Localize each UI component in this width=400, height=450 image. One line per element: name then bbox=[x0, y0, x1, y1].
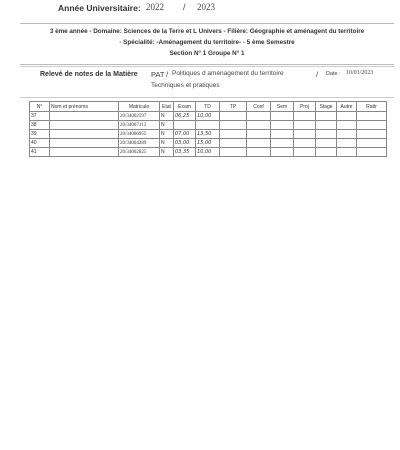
etat-cell: N bbox=[160, 139, 174, 148]
column-header: N° bbox=[30, 102, 50, 112]
student-name-cell bbox=[50, 112, 119, 121]
table-row bbox=[30, 112, 387, 121]
column-header: Stage bbox=[316, 102, 337, 112]
column-header: Etat bbox=[160, 102, 174, 112]
academic-year-separator: / bbox=[183, 2, 186, 12]
stage-cell bbox=[316, 139, 337, 148]
proj-cell bbox=[294, 121, 316, 130]
table-row bbox=[30, 121, 387, 130]
column-header: Proj bbox=[294, 102, 316, 112]
rattr-cell bbox=[357, 112, 387, 121]
row-number: 40 bbox=[30, 139, 50, 148]
etat-cell: N bbox=[160, 130, 174, 139]
subject-separator-2: / bbox=[316, 70, 319, 79]
matricule-cell: 20/34004289 bbox=[119, 139, 160, 148]
tp-cell bbox=[220, 139, 247, 148]
stage-cell bbox=[316, 112, 337, 121]
column-header: Exam bbox=[174, 102, 196, 112]
conf-cell bbox=[247, 130, 271, 139]
td-grade-cell: 10,00 bbox=[196, 112, 220, 121]
stage-cell bbox=[316, 148, 337, 157]
grades-table bbox=[29, 101, 387, 157]
stage-cell bbox=[316, 130, 337, 139]
student-name-cell bbox=[50, 121, 119, 130]
matricule-cell: 20/34002825 bbox=[119, 148, 160, 157]
row-number: 39 bbox=[30, 130, 50, 139]
proj-cell bbox=[294, 139, 316, 148]
tp-cell bbox=[220, 130, 247, 139]
table-row bbox=[30, 148, 387, 157]
table-row bbox=[30, 130, 387, 139]
conf-cell bbox=[247, 139, 271, 148]
autre-cell bbox=[337, 121, 357, 130]
academic-year-start: 2022 bbox=[146, 2, 164, 12]
td-grade-cell: 15,00 bbox=[196, 139, 220, 148]
subject-label: Relevé de notes de la Matière bbox=[40, 71, 138, 78]
proj-cell bbox=[294, 112, 316, 121]
column-header: Rattr bbox=[357, 102, 387, 112]
conf-cell bbox=[247, 112, 271, 121]
column-header: Matricule bbox=[119, 102, 160, 112]
etat-cell: N bbox=[160, 148, 174, 157]
subject-separator: / bbox=[166, 70, 169, 79]
tp-cell bbox=[220, 148, 247, 157]
exam-grade-cell: 03,00 bbox=[174, 139, 196, 148]
program-header bbox=[20, 23, 394, 65]
column-header: Autre bbox=[337, 102, 357, 112]
row-number: 41 bbox=[30, 148, 50, 157]
subject-name-continued: Techniques et pratiques bbox=[151, 82, 220, 89]
rattr-cell bbox=[357, 121, 387, 130]
exam-grade-cell: 03,35 bbox=[174, 148, 196, 157]
exam-grade-cell: 06,25 bbox=[174, 112, 196, 121]
column-header: TP bbox=[220, 102, 247, 112]
rattr-cell bbox=[357, 148, 387, 157]
td-grade-cell: 10,00 bbox=[196, 148, 220, 157]
conf-cell bbox=[247, 148, 271, 157]
sem-cell bbox=[271, 139, 294, 148]
date-label: Date : bbox=[326, 71, 341, 77]
table-row bbox=[30, 139, 387, 148]
academic-year-end: 2023 bbox=[197, 2, 215, 12]
proj-cell bbox=[294, 130, 316, 139]
sem-cell bbox=[271, 148, 294, 157]
column-header: Nom et prénoms bbox=[50, 102, 119, 112]
sem-cell bbox=[271, 130, 294, 139]
autre-cell bbox=[337, 130, 357, 139]
table-header-row bbox=[30, 102, 387, 112]
column-header: Conf bbox=[247, 102, 271, 112]
student-name-cell bbox=[50, 130, 119, 139]
exam-grade-cell: 07,00 bbox=[174, 130, 196, 139]
etat-cell: N bbox=[160, 112, 174, 121]
column-header: Sem bbox=[271, 102, 294, 112]
td-grade-cell bbox=[196, 121, 220, 130]
subject-header bbox=[20, 66, 394, 98]
date-value: 10/01/2023 bbox=[346, 70, 374, 76]
tp-cell bbox=[220, 112, 247, 121]
conf-cell bbox=[247, 121, 271, 130]
student-name-cell bbox=[50, 139, 119, 148]
student-name-cell bbox=[50, 148, 119, 157]
program-specialty-line: - Spécialité: -Aménagement du territoire- - 5 ème Semestre bbox=[119, 39, 295, 46]
rattr-cell bbox=[357, 130, 387, 139]
subject-name: Politiques d aménagement du territoire bbox=[172, 70, 284, 77]
subject-code: PAT bbox=[151, 70, 165, 79]
row-number: 37 bbox=[30, 112, 50, 121]
td-grade-cell: 13,50 bbox=[196, 130, 220, 139]
academic-year-label: Année Universitaire: bbox=[58, 3, 141, 13]
autre-cell bbox=[337, 148, 357, 157]
section-group-line: Section N° 1 Groupe N° 1 bbox=[169, 50, 245, 57]
rattr-cell bbox=[357, 139, 387, 148]
matricule-cell: 20/34002597 bbox=[119, 112, 160, 121]
autre-cell bbox=[337, 139, 357, 148]
matricule-cell: 20/34007113 bbox=[119, 121, 160, 130]
sem-cell bbox=[271, 121, 294, 130]
proj-cell bbox=[294, 148, 316, 157]
etat-cell: N bbox=[160, 121, 174, 130]
sem-cell bbox=[271, 112, 294, 121]
exam-grade-cell bbox=[174, 121, 196, 130]
matricule-cell: 20/34006955 bbox=[119, 130, 160, 139]
autre-cell bbox=[337, 112, 357, 121]
stage-cell bbox=[316, 121, 337, 130]
program-domain-line: 3 ème année - Domaine: Sciences de la Terre et L Univers - Filière: Géographie et aménagent du territoire bbox=[49, 28, 365, 35]
tp-cell bbox=[220, 121, 247, 130]
row-number: 38 bbox=[30, 121, 50, 130]
column-header: TD bbox=[196, 102, 220, 112]
